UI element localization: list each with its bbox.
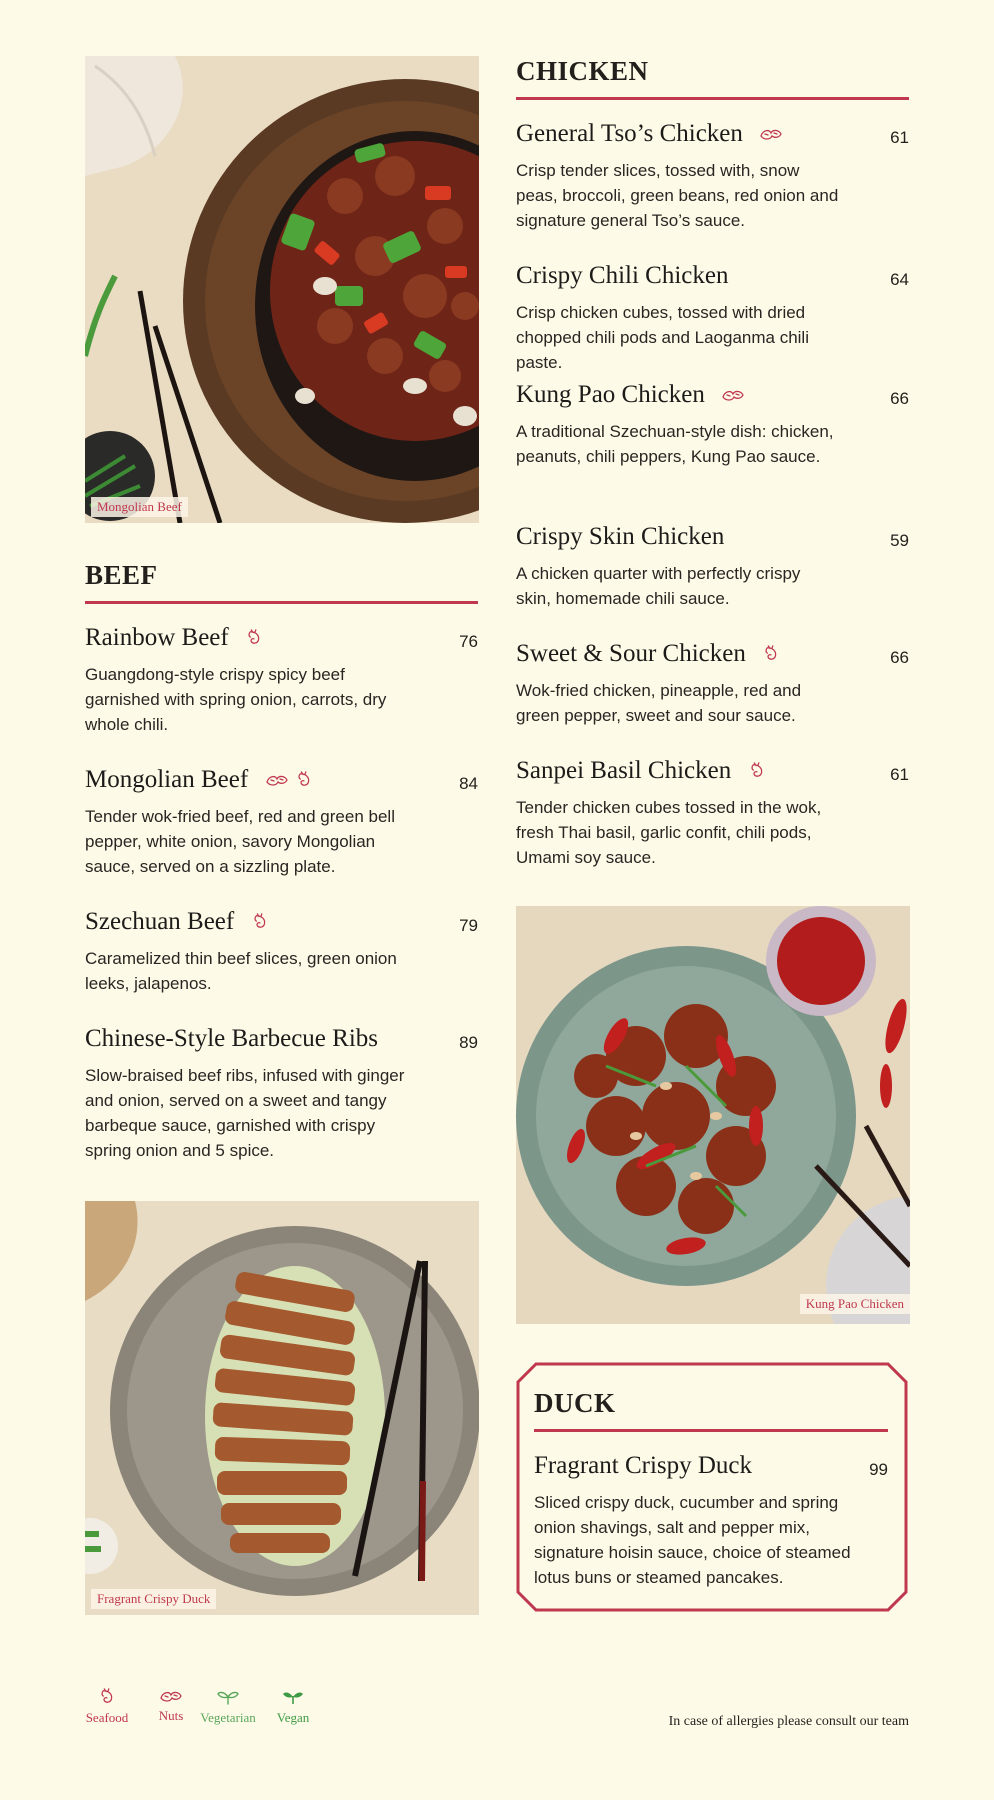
legend-label: Seafood — [85, 1710, 129, 1725]
item-icons — [245, 629, 269, 647]
menu-item — [534, 1452, 888, 1590]
legend-item-vegetarian — [195, 1688, 261, 1726]
menu-item — [516, 381, 909, 469]
section-title-chicken: CHICKEN — [516, 56, 909, 100]
item-price: 64 — [890, 270, 909, 289]
item-description: Crisp chicken cubes, tossed with dried chopped chili pods and Laoganma chili paste. — [516, 303, 809, 372]
item-description: Tender wok-fried beef, red and green bell pepper, white onion, savory Mongolian sauce, served on a sizzling plate. — [85, 807, 395, 876]
photo-fragrant-crispy-duck — [85, 1201, 479, 1615]
item-price: 99 — [869, 1460, 888, 1479]
seafood-icon — [251, 913, 269, 931]
item-description: Sliced crispy duck, cucumber and spring onion shavings, salt and pepper mix, signature hoisin sauce, choice of steamed lotus buns or steamed pancakes. — [534, 1493, 851, 1587]
item-description: Tender chicken cubes tossed in the wok, fresh Thai basil, garlic confit, chili pods, Umami soy sauce. — [516, 798, 822, 867]
item-price: 66 — [890, 389, 909, 408]
menu-item — [516, 120, 909, 233]
photo-caption: Kung Pao Chicken — [800, 1294, 910, 1314]
seafood-icon — [295, 771, 313, 789]
item-icons — [762, 645, 786, 663]
item-name: Crispy Chili Chicken — [516, 262, 729, 289]
item-icons — [251, 913, 275, 931]
item-name: Kung Pao Chicken — [516, 381, 705, 408]
nuts-icon — [759, 126, 783, 142]
item-name: Mongolian Beef — [85, 766, 249, 793]
item-name: Rainbow Beef — [85, 624, 229, 651]
item-price: 59 — [890, 531, 909, 550]
item-price: 79 — [459, 916, 478, 935]
item-name: Crispy Skin Chicken — [516, 523, 725, 550]
photo-mongolian-beef — [85, 56, 479, 523]
allergy-note: In case of allergies please consult our team — [668, 1714, 909, 1729]
item-name: Chinese-Style Barbecue Ribs — [85, 1025, 378, 1052]
nuts-icon — [159, 1688, 183, 1704]
menu-item — [516, 640, 909, 728]
menu-item — [85, 1025, 478, 1163]
item-price: 84 — [459, 774, 478, 793]
item-name: Fragrant Crispy Duck — [534, 1452, 753, 1479]
legend-item-vegan — [271, 1688, 315, 1726]
menu-item — [516, 757, 909, 870]
legend-item-nuts — [149, 1688, 193, 1724]
item-description: Wok-fried chicken, pineapple, red and green pepper, sweet and sour sauce. — [516, 681, 802, 725]
item-price: 66 — [890, 648, 909, 667]
legend-label: Vegan — [276, 1710, 310, 1725]
vegetarian-icon — [216, 1688, 240, 1706]
item-description: A chicken quarter with perfectly crispy skin, homemade chili sauce. — [516, 564, 801, 608]
photo-kung-pao-chicken — [516, 906, 910, 1324]
nuts-icon — [721, 387, 745, 403]
item-name: General Tso’s Chicken — [516, 120, 743, 147]
seafood-icon — [245, 629, 263, 647]
menu-item — [85, 766, 478, 879]
item-description: Slow-braised beef ribs, infused with ginger and onion, served on a sweet and tangy barbeque sauce, garnished with crispy spring onion and 5 spice. — [85, 1066, 405, 1160]
item-icons — [759, 125, 789, 143]
item-description: Guangdong-style crispy spicy beef garnished with spring onion, carrots, dry whole chili. — [85, 665, 387, 734]
seafood-icon — [98, 1688, 116, 1706]
menu-item — [85, 908, 478, 996]
item-icons — [748, 762, 772, 780]
item-description: Crisp tender slices, tossed with, snow peas, broccoli, green beans, red onion and signature general Tso’s sauce. — [516, 161, 839, 230]
item-name: Szechuan Beef — [85, 908, 235, 935]
duck-section — [516, 1362, 908, 1612]
item-description: Caramelized thin beef slices, green onion leeks, jalapenos. — [85, 949, 397, 993]
photo-caption: Fragrant Crispy Duck — [91, 1589, 216, 1609]
item-description: A traditional Szechuan-style dish: chicken, peanuts, chili peppers, Kung Pao sauce. — [516, 422, 834, 466]
legend-label: Vegetarian — [200, 1710, 256, 1725]
item-price: 89 — [459, 1033, 478, 1052]
item-price: 61 — [890, 765, 909, 784]
seafood-icon — [762, 645, 780, 663]
photo-caption: Mongolian Beef — [91, 497, 188, 517]
item-name: Sweet & Sour Chicken — [516, 640, 746, 667]
menu-item — [516, 262, 909, 375]
item-price: 76 — [459, 632, 478, 651]
item-icons — [265, 771, 319, 789]
vegan-icon — [281, 1688, 305, 1706]
section-title-beef: BEEF — [85, 560, 478, 604]
item-name: Sanpei Basil Chicken — [516, 757, 732, 784]
seafood-icon — [748, 762, 766, 780]
item-icons — [721, 386, 751, 404]
nuts-icon — [265, 772, 289, 788]
menu-item — [85, 624, 478, 737]
legend-item-seafood — [85, 1688, 129, 1726]
item-price: 61 — [890, 128, 909, 147]
legend-label: Nuts — [158, 1708, 184, 1723]
menu-item — [516, 523, 909, 611]
section-title-duck: DUCK — [534, 1388, 888, 1432]
